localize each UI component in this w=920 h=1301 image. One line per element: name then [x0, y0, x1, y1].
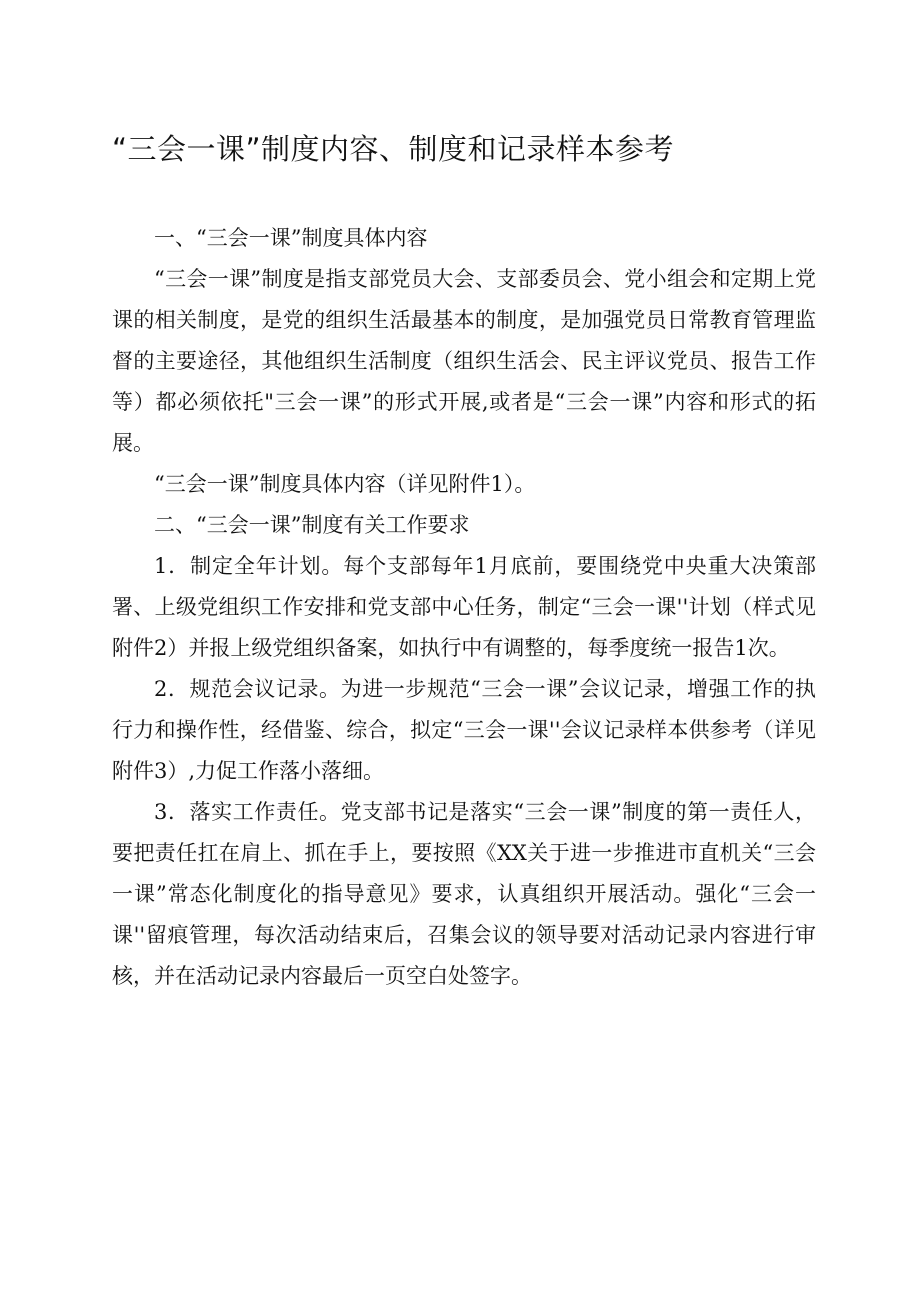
section-heading-1: 一、“三会一课”制度具体内容 [154, 226, 428, 250]
section-heading-2: 二、“三会一课”制度有关工作要求 [154, 513, 470, 537]
document-body [112, 218, 816, 997]
body-paragraph: “三会一课”制度是指支部党员大会、支部委员会、党小组会和定期上党课的相关制度，是党的组织生活最基本的制度，是加强党员日常教育管理监督的主要途径，其他组织生活制度（组织生活会、民主评议党员、报告工作等）都必须依托"三会一课”的形式开展,或者是“三会一课”内容和形式的拓展。 [112, 267, 816, 455]
body-paragraph: 1．制定全年计划。每个支部每年1月底前，要围绕党中央重大决策部署、上级党组织工作安排和党支部中心任务，制定“三会一课''计划（样式见附件2）并报上级党组织备案，如执行中有调整的，每季度统一报告1次。 [112, 554, 816, 660]
document-title: “三会一课”制度内容、制度和记录样本参考 [112, 132, 675, 166]
body-paragraph: 3．落实工作责任。党支部书记是落实“三会一课”制度的第一责任人，要把责任扛在肩上、抓在手上，要按照《XX关于进一步推进市直机关“三会一课”常态化制度化的指导意见》要求，认真组织开展活动。强化“三会一课''留痕管理，每次活动结束后，召集会议的领导要对活动记录内容进行审核，并在活动记录内容最后一页空白处签字。 [112, 800, 816, 988]
body-paragraph: “三会一课”制度具体内容（详见附件1）。 [154, 472, 536, 496]
body-paragraph: 2．规范会议记录。为进一步规范“三会一课”会议记录，增强工作的执行力和操作性，经借鉴、综合，拟定“三会一课''会议记录样本供参考（详见附件3）,力促工作落小落细。 [112, 677, 816, 783]
